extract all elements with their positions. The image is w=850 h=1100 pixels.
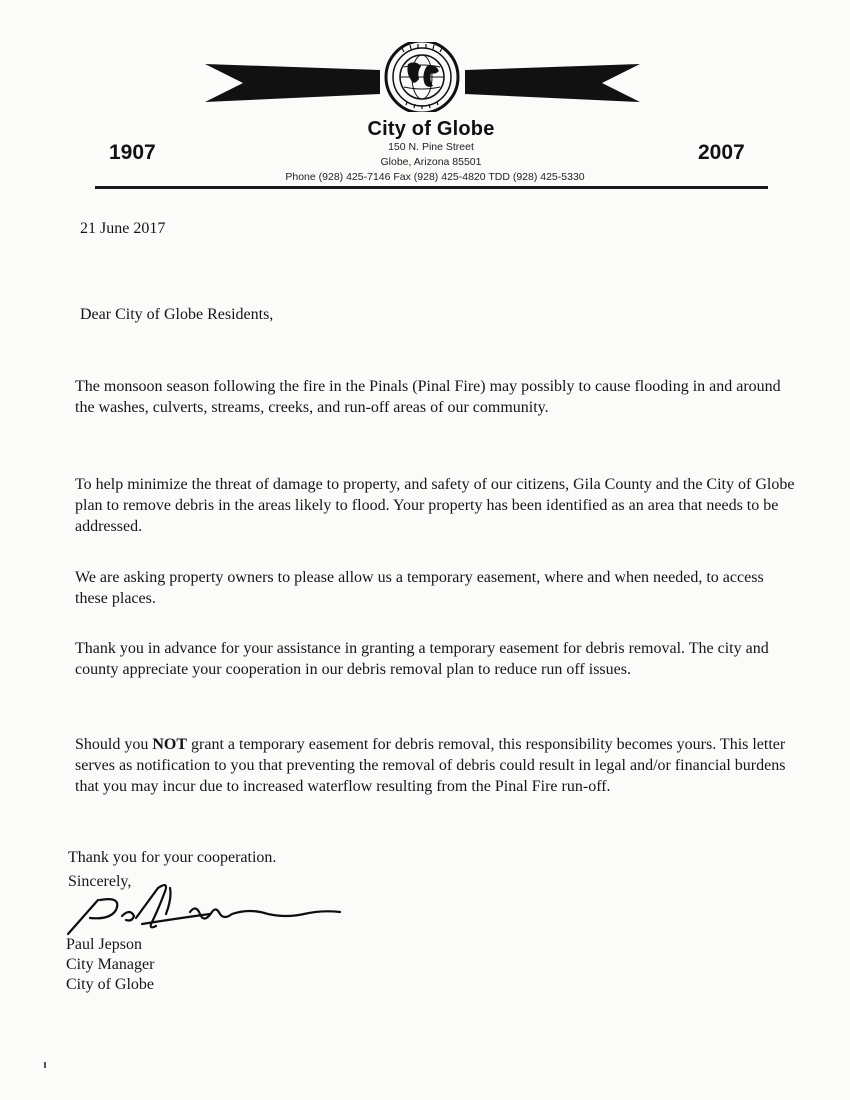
closing-line: Thank you for your cooperation. (68, 849, 277, 866)
notification-emphasis: NOT (152, 736, 188, 753)
paragraph-easement-request: We are asking property owners to please allow us a temporary easement, where and when needed, to access these places. (75, 569, 764, 607)
letterhead-divider (95, 186, 768, 189)
globe-seal-icon (205, 42, 640, 112)
paragraph-debris-plan: To help minimize the threat of damage to property, and safety of our citizens, Gila County and the City of Globe plan to remove debris in the areas likely to flood. Your property has been identified as an area that needs to be addressed. (75, 476, 795, 535)
contact-numbers: Phone (928) 425-7146 Fax (928) 425-4820 TDD (928) 425-5330 (285, 171, 585, 183)
city-name: City of Globe (367, 118, 495, 140)
scan-speck (44, 1062, 46, 1068)
address-city-state: Globe, Arizona 85501 (380, 156, 482, 168)
notification-lead: Should you (75, 736, 153, 753)
address-street: 150 N. Pine Street (388, 141, 474, 153)
letter-date: 21 June 2017 (80, 220, 166, 237)
signer-title: City Manager (66, 956, 155, 973)
salutation: Dear City of Globe Residents, (80, 306, 274, 323)
sign-off: Sincerely, (68, 873, 132, 890)
paragraph-notification (75, 734, 795, 797)
signer-name: Paul Jepson (66, 936, 142, 953)
founding-year: 1907 (109, 141, 156, 164)
signer-organization: City of Globe (66, 976, 154, 993)
notification-rest: grant a temporary easement for debris removal, this responsibility becomes yours. This letter serves as notification to you that preventing the removal of debris could result in legal and/or financial burdens that you may incur due to increased waterflow resulting from the Pinal Fire run-off. (75, 736, 786, 795)
paragraph-thanks: Thank you in advance for your assistance in granting a temporary easement for debris removal. The city and county appreciate your cooperation in our debris removal plan to reduce run off issues. (75, 640, 769, 678)
centennial-year: 2007 (698, 141, 745, 164)
paragraph-monsoon: The monsoon season following the fire in the Pinals (Pinal Fire) may possibly to cause flooding in and around the washes, culverts, streams, creeks, and run-off areas of our community. (75, 378, 781, 416)
